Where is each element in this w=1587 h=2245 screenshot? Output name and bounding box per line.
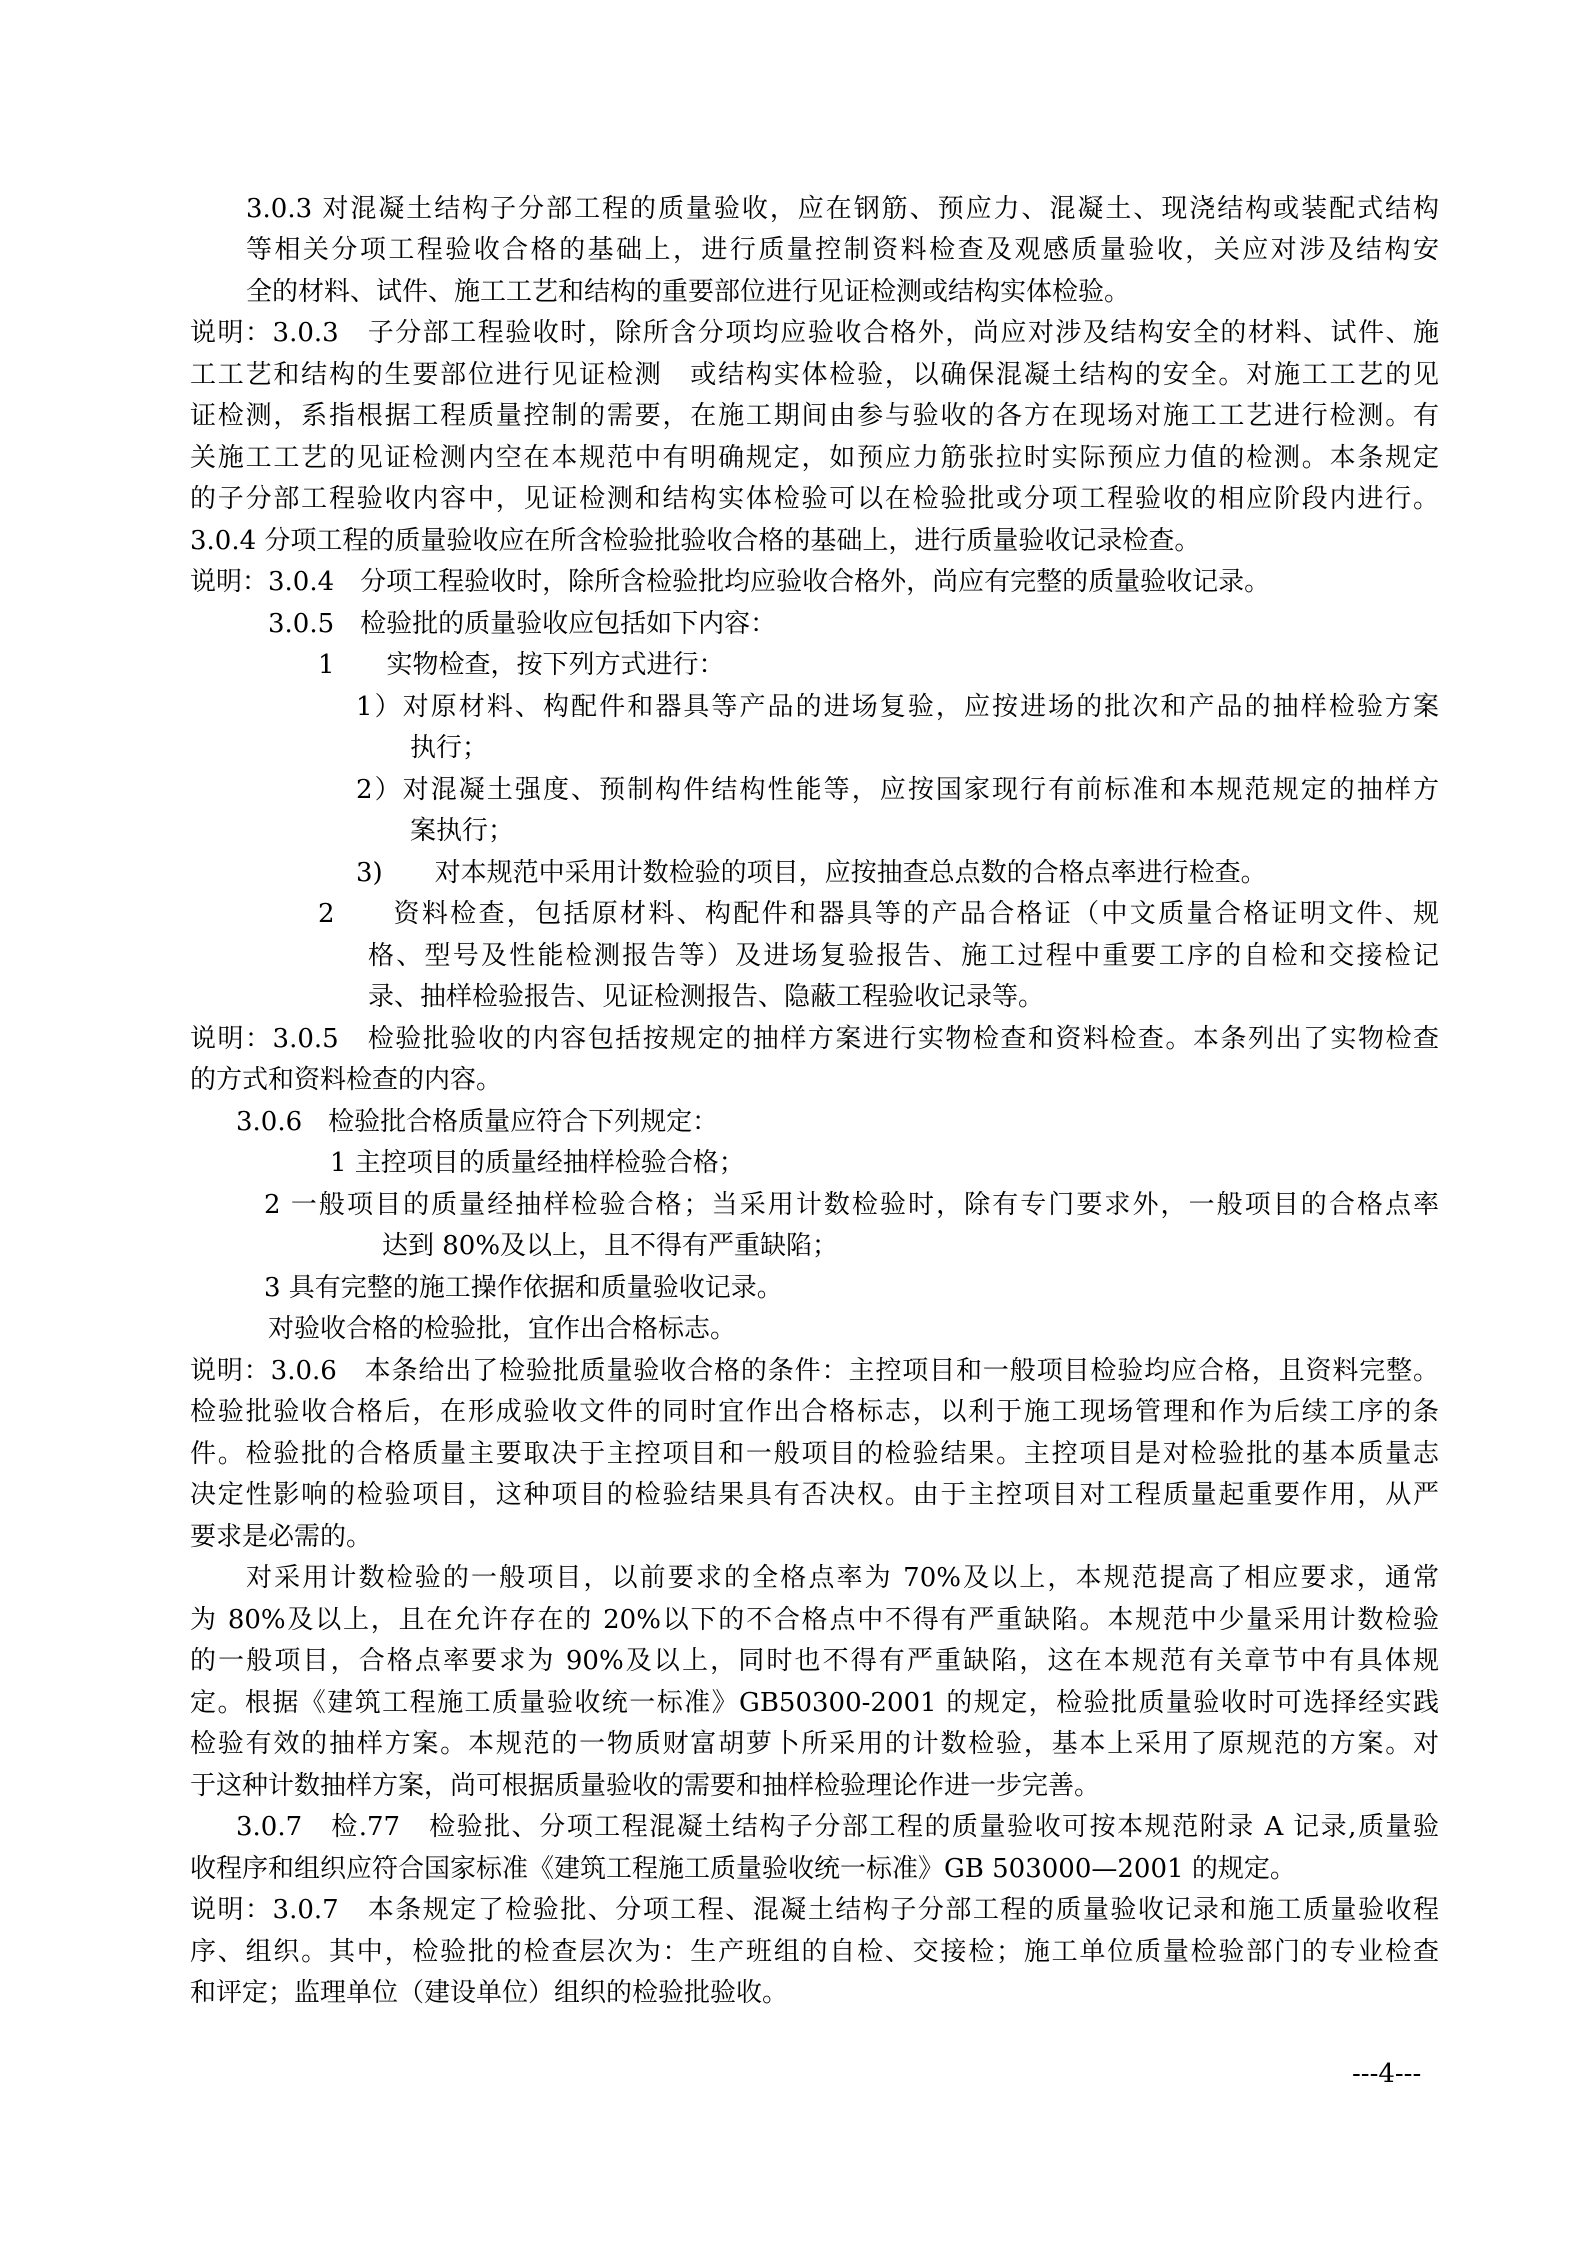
text-line: 决定性影响的检验项目，这种项目的检验结果具有否决权。由于主控项目对工程质量起重要作用，从严	[190, 1480, 1439, 1510]
text-line: 说明：3.0.5 检验批验收的内容包括按规定的抽样方案进行实物检查和资料检查。本条列出了实物检查	[190, 1024, 1439, 1054]
text-line: 序、组织。其中，检验批的检查层次为：生产班组的自检、交接检；施工单位质量检验部门的专业检查	[190, 1937, 1439, 1967]
text-line: 件。检验批的合格质量主要取决于主控项目和一般项目的检验结果。主控项目是对检验批的基本质量志	[190, 1439, 1439, 1469]
text-line: 格、型号及性能检测报告等）及进场复验报告、施工过程中重要工序的自检和交接检记	[368, 941, 1439, 971]
text-line: 3 具有完整的施工操作依据和质量验收记录。	[264, 1273, 783, 1303]
text-line: 定。根据《建筑工程施工质量验收统一标准》GB50300-2001 的规定，检验批质量验收时可选择经实践	[190, 1688, 1439, 1718]
text-line: 说明：3.0.6 本条给出了检验批质量验收合格的条件：主控项目和一般项目检验均应合格，且资料完整。	[190, 1356, 1439, 1386]
text-line: 对验收合格的检验批，宜作出合格标志。	[268, 1314, 737, 1344]
text-line: 录、抽样检验报告、见证检测报告、隐蔽工程验收记录等。	[368, 982, 1045, 1012]
text-line: 案执行；	[410, 816, 515, 846]
text-line: 3.0.7 检.77 检验批、分项工程混凝土结构子分部工程的质量验收可按本规范附录 A 记录,质量验	[236, 1812, 1439, 1842]
text-line: 对采用计数检验的一般项目，以前要求的全格点率为 70%及以上，本规范提高了相应要求，通常	[246, 1563, 1439, 1593]
text-line: 3.0.3 对混凝土结构子分部工程的质量验收，应在钢筋、预应力、混凝土、现浇结构或装配式结构	[246, 194, 1439, 224]
text-line: 达到 80%及以上，且不得有严重缺陷；	[382, 1231, 839, 1261]
text-line: 关施工工艺的见证检测内空在本规范中有明确规定，如预应力筋张拉时实际预应力值的检测。本条规定	[190, 443, 1439, 473]
page-number: ---4---	[1352, 2059, 1422, 2089]
text-line: 等相关分项工程验收合格的基础上，进行质量控制资料检查及观感质量验收，关应对涉及结构安	[246, 235, 1439, 265]
text-line: 3) 对本规范中采用计数检验的项目，应按抽查总点数的合格点率进行检查。	[356, 858, 1267, 888]
text-line: 3.0.4 分项工程的质量验收应在所含检验批验收合格的基础上，进行质量验收记录检查。	[190, 526, 1201, 556]
text-line: 3.0.6 检验批合格质量应符合下列规定：	[236, 1107, 719, 1137]
text-line: 1）对原材料、构配件和器具等产品的进场复验，应按进场的批次和产品的抽样检验方案	[356, 692, 1439, 722]
text-line: 说明：3.0.3 子分部工程验收时，除所含分项均应验收合格外，尚应对涉及结构安全的材料、试件、施	[190, 318, 1439, 348]
text-line: 于这种计数抽样方案，尚可根据质量验收的需要和抽样检验理论作进一步完善。	[190, 1771, 1101, 1801]
text-line: 检验有效的抽样方案。本规范的一物质财富胡萝卜所采用的计数检验，基本上采用了原规范的方案。对	[190, 1729, 1439, 1759]
text-line: 说明：3.0.7 本条规定了检验批、分项工程、混凝土结构子分部工程的质量验收记录和施工质量验收程	[190, 1895, 1439, 1925]
text-line: 要求是必需的。	[190, 1522, 373, 1552]
text-line: 说明：3.0.4 分项工程验收时，除所含检验批均应验收合格外，尚应有完整的质量验收记录。	[190, 567, 1271, 597]
text-line: 工工艺和结构的生要部位进行见证检测 或结构实体检验，以确保混凝土结构的安全。对施工工艺的见	[190, 360, 1439, 390]
text-line: 的子分部工程验收内容中，见证检测和结构实体检验可以在检验批或分项工程验收的相应阶段内进行。	[190, 484, 1439, 514]
text-line: 检验批验收合格后，在形成验收文件的同时宜作出合格标志，以利于施工现场管理和作为后续工序的条	[190, 1397, 1439, 1427]
text-line: 3.0.5 检验批的质量验收应包括如下内容：	[268, 609, 777, 639]
text-line: 为 80%及以上，且在允许存在的 20%以下的不合格点中不得有严重缺陷。本规范中少量采用计数检验	[190, 1605, 1439, 1635]
text-line: 的一般项目，合格点率要求为 90%及以上，同时也不得有严重缺陷，这在本规范有关章节中有具体规	[190, 1646, 1439, 1676]
text-line: 的方式和资料检查的内容。	[190, 1065, 503, 1095]
text-line: 全的材料、试件、施工工艺和结构的重要部位进行见证检测或结构实体检验。	[246, 277, 1131, 307]
text-line: 2 资料检查，包括原材料、构配件和器具等的产品合格证（中文质量合格证明文件、规	[318, 899, 1439, 929]
text-line: 2）对混凝土强度、预制构件结构性能等，应按国家现行有前标准和本规范规定的抽样方	[356, 775, 1439, 805]
text-line: 1 实物检查，按下列方式进行：	[318, 650, 725, 680]
text-line: 收程序和组织应符合国家标准《建筑工程施工质量验收统一标准》GB 503000—2001 的规定。	[190, 1854, 1296, 1884]
text-line: 证检测，系指根据工程质量控制的需要，在施工期间由参与验收的各方在现场对施工工艺进行检测。有	[190, 401, 1439, 431]
text-line: 1 主控项目的质量经抽样检验合格；	[330, 1148, 745, 1178]
text-line: 和评定；监理单位（建设单位）组织的检验批验收。	[190, 1978, 789, 2008]
text-line: 2 一般项目的质量经抽样检验合格；当采用计数检验时，除有专门要求外，一般项目的合格点率	[264, 1190, 1439, 1220]
text-line: 执行；	[410, 733, 489, 763]
